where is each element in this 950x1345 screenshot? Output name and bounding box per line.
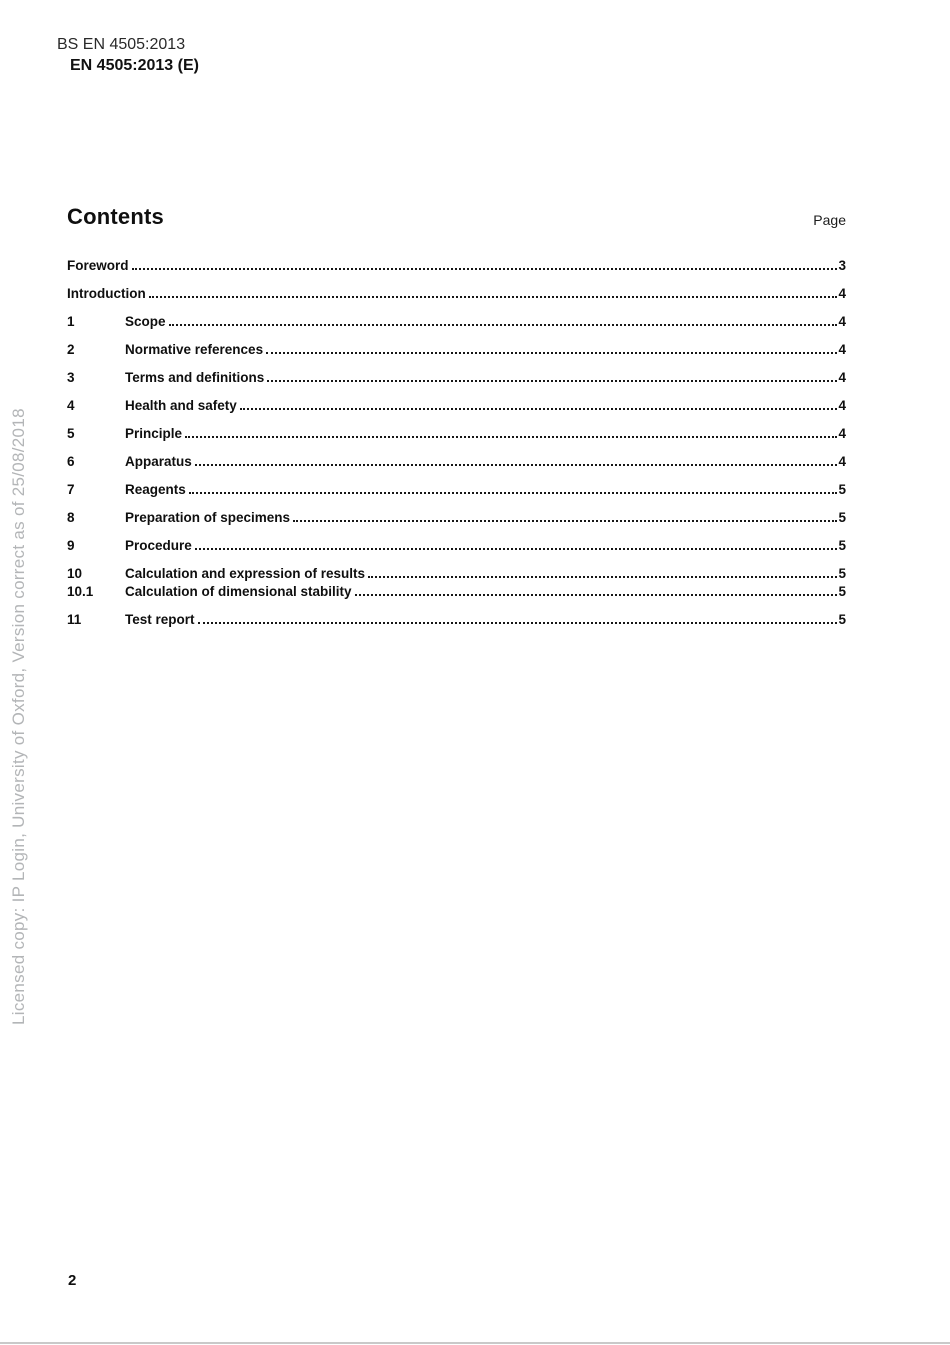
toc-dot-leader xyxy=(368,576,837,578)
toc-entry-title: Calculation and expression of results xyxy=(125,566,366,581)
toc-dot-leader xyxy=(355,594,838,596)
toc-entry-page: 4 xyxy=(838,342,846,357)
toc-entry xyxy=(67,564,846,583)
toc-entry-page: 5 xyxy=(838,612,846,627)
toc-entry-number: 7 xyxy=(67,482,75,497)
page-number: 2 xyxy=(68,1272,77,1289)
toc-entry xyxy=(67,452,846,471)
toc-entry-page: 4 xyxy=(838,426,846,441)
toc-entry-number: 4 xyxy=(67,398,75,413)
toc-entry xyxy=(67,610,846,629)
toc-entry-number: 5 xyxy=(67,426,75,441)
toc-entry-page: 4 xyxy=(838,370,846,385)
toc-entry-title: Apparatus xyxy=(125,454,192,469)
toc-entry xyxy=(67,396,846,415)
toc-dot-leader xyxy=(293,520,837,522)
toc-entry xyxy=(67,508,846,527)
toc-entry xyxy=(67,480,846,499)
toc-dot-leader xyxy=(195,464,838,466)
toc-entry xyxy=(67,368,846,387)
toc-entry xyxy=(67,582,846,601)
toc-entry-title: Reagents xyxy=(125,482,186,497)
toc-entry-page: 4 xyxy=(838,398,846,413)
toc-entry-page: 4 xyxy=(838,286,846,301)
document-header xyxy=(57,34,199,76)
toc-entry-page: 5 xyxy=(838,584,846,599)
toc-entry xyxy=(67,340,846,359)
license-watermark: Licensed copy: IP Login, University of Oxford, Version correct as of 25/08/2018 xyxy=(9,408,28,1025)
toc-dot-leader xyxy=(149,296,838,298)
toc-entry-number: 8 xyxy=(67,510,75,525)
toc-entry-number: 9 xyxy=(67,538,75,553)
toc-dot-leader xyxy=(189,492,838,494)
toc-entry xyxy=(67,536,846,555)
toc-entry-page: 5 xyxy=(838,482,846,497)
toc-entry xyxy=(67,312,846,331)
toc-entry-title: Health and safety xyxy=(125,398,237,413)
doc-reference-en: EN 4505:2013 (E) xyxy=(70,57,199,74)
toc-dot-leader xyxy=(185,436,837,438)
toc-entry-number: 2 xyxy=(67,342,75,357)
toc-entry xyxy=(67,284,846,303)
toc-entry-title: Principle xyxy=(125,426,183,441)
toc-entry-title: Introduction xyxy=(67,286,146,301)
toc-entry xyxy=(67,256,846,275)
toc-entry-number: 10.1 xyxy=(67,584,94,599)
toc-dot-leader xyxy=(195,548,838,550)
toc-dot-leader xyxy=(240,408,838,410)
toc-entry-number: 1 xyxy=(67,314,75,329)
toc-entry-title: Foreword xyxy=(67,258,129,273)
toc-dot-leader xyxy=(169,324,838,326)
doc-reference-bs: BS EN 4505:2013 xyxy=(57,36,186,53)
toc-entry-number: 6 xyxy=(67,454,75,469)
toc-entry-page: 5 xyxy=(838,566,846,581)
toc-dot-leader xyxy=(198,622,838,624)
toc-entry-page: 5 xyxy=(838,510,846,525)
toc-dot-leader xyxy=(266,352,837,354)
toc-entry-page: 3 xyxy=(838,258,846,273)
page-column-label: Page xyxy=(813,212,846,228)
toc-entry-title: Calculation of dimensional stability xyxy=(125,584,352,599)
toc-entry-title: Scope xyxy=(125,314,166,329)
toc-entry-title: Procedure xyxy=(125,538,192,553)
toc-entry-title: Terms and definitions xyxy=(125,370,265,385)
toc-entry-number: 3 xyxy=(67,370,75,385)
toc-entry-page: 4 xyxy=(838,314,846,329)
contents-heading: Contents xyxy=(67,204,164,229)
toc-entry-page: 5 xyxy=(838,538,846,553)
toc-entry-page: 4 xyxy=(838,454,846,469)
page-bottom-edge xyxy=(0,1342,950,1344)
toc-dot-leader xyxy=(132,268,838,270)
toc-entry-title: Preparation of specimens xyxy=(125,510,291,525)
toc-dot-leader xyxy=(267,380,837,382)
toc-entry-title: Normative references xyxy=(125,342,264,357)
toc-entry-number: 10 xyxy=(67,566,83,581)
toc-entry-title: Test report xyxy=(125,612,195,627)
toc-entry xyxy=(67,424,846,443)
table-of-contents xyxy=(67,256,846,629)
toc-entry-number: 11 xyxy=(67,612,82,627)
